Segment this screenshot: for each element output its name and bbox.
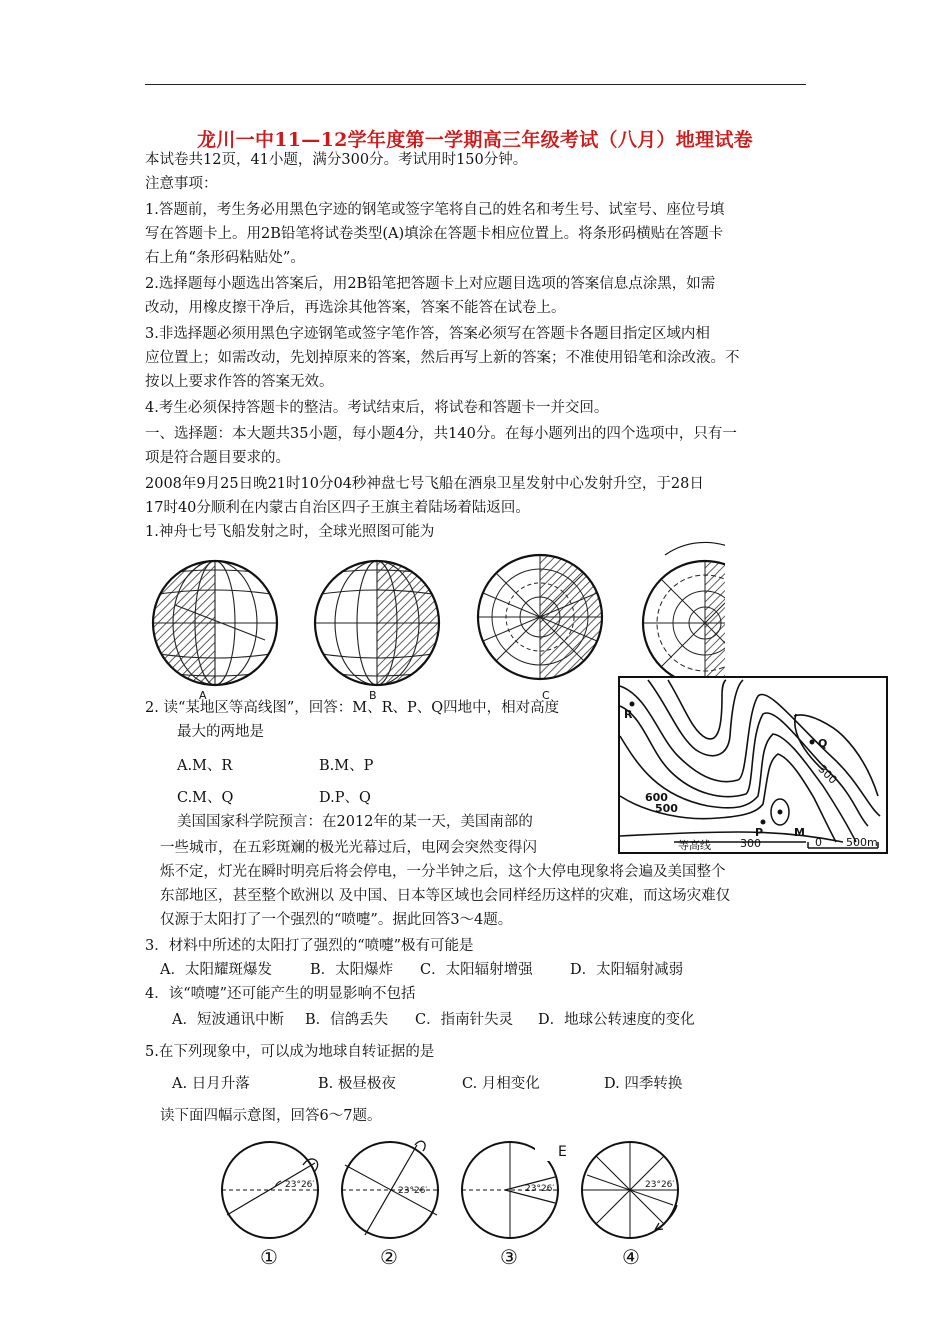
question-3-stem: 3．材料中所述的太阳打了强烈的“喷嚏”极有可能是 xyxy=(145,938,474,954)
option-d: D. 四季转换 xyxy=(604,1076,683,1092)
angle-label: 23°26′ xyxy=(525,1184,555,1194)
question-1-stem: 1.神舟七号飞船发射之时，全球光照图可能为 xyxy=(145,524,435,540)
notice-line: 改动，用橡皮擦干净后，再选涂其他答案，答案不能答在试卷上。 xyxy=(145,300,566,316)
figure-label: C xyxy=(542,689,550,702)
figure-label: B xyxy=(369,689,377,702)
angle-label: 23°26′ xyxy=(645,1180,675,1190)
notice-line: 4.考生必须保持答题卡的整洁。考试结束后，将试卷和答题卡一并交回。 xyxy=(145,400,609,416)
section-instructions: 项是符合题目要求的。 xyxy=(145,450,290,466)
figure-label: ④ xyxy=(622,1245,640,1269)
notice-line: 右上角“条形码粘贴处”。 xyxy=(145,250,305,266)
map-point-p: P xyxy=(755,826,764,839)
q6-7-rotation-figures xyxy=(215,1135,695,1250)
figure-label: ① xyxy=(260,1245,278,1269)
option-b: B．信鸽丢失 xyxy=(305,1012,389,1028)
option-c: C.M、Q xyxy=(177,790,234,806)
material-text: 烁不定，灯光在瞬时明亮后将会停电，一分半钟之后，这个大停电现象将会遍及美国整个 xyxy=(160,864,726,880)
q1-illumination-figures xyxy=(145,525,725,700)
notice-line: 2.选择题每小题选出答案后，用2B铅笔把答题卡上对应题目选项的答案信息点涂黑，如需 xyxy=(145,276,716,292)
question-4-stem: 4．该“喷嚏”还可能产生的明显影响不包括 xyxy=(145,986,416,1002)
question-6-7-intro: 读下面四幅示意图，回答6～7题。 xyxy=(160,1108,382,1124)
scale-zero: 0 xyxy=(815,836,822,849)
option-b: B.M、P xyxy=(319,758,374,774)
option-a: A. 日月升落 xyxy=(172,1076,250,1092)
contour-label: 600 xyxy=(645,791,668,804)
question-2-stem: 2. 读“某地区等高线图”，回答：M、R、P、Q四地中，相对高度 xyxy=(145,700,560,716)
scale-length: 500m xyxy=(846,836,878,849)
contour-label: 500 xyxy=(655,802,678,815)
globe-d xyxy=(643,561,725,685)
legend-contour-value: 300 xyxy=(740,837,761,850)
notice-line: 1.答题前，考生务必用黑色字迹的钢笔或签字笔将自己的姓名和考生号、试室号、座位号填 xyxy=(145,202,725,218)
map-point-q: Q xyxy=(818,737,828,750)
material-text: 2008年9月25日晚21时10分04秒神盘七号飞船在酒泉卫星发射中心发射升空，于28日 xyxy=(145,476,704,492)
contour-map xyxy=(618,676,890,856)
question-2-stem: 最大的两地是 xyxy=(177,724,264,740)
figure-label: ② xyxy=(380,1245,398,1269)
option-c: C．太阳辐射增强 xyxy=(420,962,533,978)
stray-glyph: E xyxy=(558,1144,567,1160)
notice-line: 写在答题卡上。用2B铅笔将试卷类型(A)填涂在答题卡相应位置上。将条形码横贴在答题卡 xyxy=(145,226,724,242)
exam-title: 龙川一中11—12学年度第一学期高三年级考试（八月）地理试卷 xyxy=(197,129,753,151)
contour-label: 300 xyxy=(815,762,840,787)
angle-label: 23°26′ xyxy=(285,1180,315,1190)
option-c: C. 月相变化 xyxy=(462,1076,540,1092)
notice-line: 应位置上；如需改动，先划掉原来的答案，然后再写上新的答案；不准使用铅笔和涂改液。不 xyxy=(145,350,740,366)
option-b: B．太阳爆炸 xyxy=(310,962,394,978)
map-point-r: R xyxy=(624,708,633,721)
header-rule xyxy=(145,84,806,85)
exam-summary: 本试卷共12页，41小题，满分300分。考试用时150分钟。 xyxy=(145,152,528,168)
angle-label: 23°26′ xyxy=(398,1186,428,1196)
figure-label: A xyxy=(199,689,207,702)
material-text: 美国国家科学院预言：在2012年的某一天，美国南部的 xyxy=(177,814,533,830)
question-5-stem: 5.在下列现象中，可以成为地球自转证据的是 xyxy=(145,1044,435,1060)
option-a: A．短波通讯中断 xyxy=(172,1012,284,1028)
option-a: A.M、R xyxy=(177,758,233,774)
map-point-m: M xyxy=(794,826,805,839)
option-d: D．太阳辐射减弱 xyxy=(570,962,684,978)
option-d: D．地球公转速度的变化 xyxy=(538,1012,695,1028)
section-instructions: 一、选择题：本大题共35小题，每小题4分，共140分。在每小题列出的四个选项中，只有一 xyxy=(145,426,737,442)
notice-heading: 注意事项： xyxy=(145,176,218,192)
notice-line: 3.非选择题必须用黑色字迹钢笔或签字笔作答，答案必须写在答题卡各题目指定区域内相 xyxy=(145,326,710,342)
material-text: 东部地区，甚至整个欧洲以 及中国、日本等区域也会同样经历这样的灾难，而这场灾难仅 xyxy=(160,888,731,904)
material-text: 仅源于太阳打了一个强烈的“喷嚏”。据此回答3～4题。 xyxy=(160,912,513,928)
option-a: A．太阳耀斑爆发 xyxy=(160,962,272,978)
notice-line: 按以上要求作答的答案无效。 xyxy=(145,374,334,390)
legend-contour: 等高线 xyxy=(678,839,711,852)
option-b: B. 极昼极夜 xyxy=(318,1076,396,1092)
option-c: C．指南针失灵 xyxy=(415,1012,514,1028)
option-d: D.P、Q xyxy=(319,790,371,806)
figure-label: ③ xyxy=(500,1245,518,1269)
material-text: 17时40分顺利在内蒙古自治区四子王旗主着陆场着陆返回。 xyxy=(145,500,530,516)
material-text: 一些城市，在五彩斑斓的极光光幕过后，电网会突然变得闪 xyxy=(160,840,537,856)
